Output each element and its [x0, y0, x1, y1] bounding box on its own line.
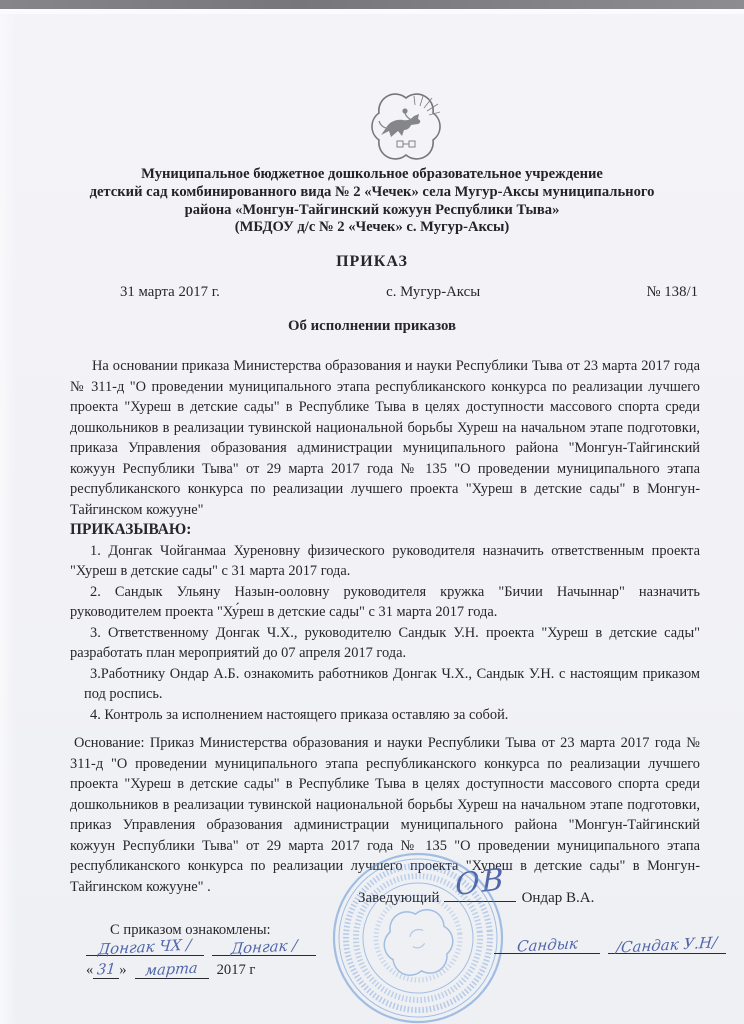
organization-header: [30, 166, 714, 237]
hw-day: 31: [93, 961, 119, 979]
hw-month: марта: [135, 961, 209, 979]
signatory-name: Ондар В.А.: [521, 890, 595, 906]
quote-close: »: [119, 962, 127, 978]
scan-left-highlight: [0, 14, 16, 1024]
org-name-line-2: детский сад комбинированного вида № 2 «Чечек» села Мугур-Аксы муниципального: [89, 183, 655, 200]
acknowledgment-date-line: [86, 961, 255, 979]
order-item-2: 2. Сандык Ульяну Назын-ооловну руководителя кружка "Бичии Начыннар" назначить руководителем проекта "Ху́реш в детские сады" с 31 марта 2017 года.: [70, 583, 700, 620]
acknowledgment-signatures-line: [86, 935, 316, 959]
org-name-line-1: Муниципальное бюджетное дошкольное образовательное учреждение: [141, 166, 603, 182]
decree-word: ПРИКАЗЫВАЮ:: [70, 521, 192, 538]
doc-place: с. Мугур-Аксы: [386, 284, 481, 300]
order-item-3: 3. Ответственному Донгак Ч.Х., руководителю Сандык У.Н. проекта "Хуреш в детские сады" разработать план мероприятий до 07 апреля 2017 года.: [70, 624, 700, 661]
hw-signature-sandyk: Сандык: [494, 936, 600, 954]
acknowledgment-label: С приказом ознакомлены:: [110, 922, 271, 938]
hw-signature-dongak-2: Донгак /: [212, 938, 316, 956]
printed-year: 2017 г: [216, 962, 256, 978]
basis-paragraph: Основание: Приказ Министерства образования и науки Республики Тыва от 23 марта 2017 года № 311-д "О проведении муниципального этапа республиканского конкурса по реализации лучшего проекта "Хуреш в детские сады" в Республике Тыва в целях доступности массового спорта среди дошкольников в реализации тувинской национальной борьбы Хуреш на начальном этапе подготовки, приказ Управления образования администрации муниципального района "Монгун-Тайгинский кожуун Республики Тыва" от 29 марта 2017 года № 135 "О проведении муниципального этапа республиканского конкурса по реализации лучшего проекта "Хуреш в детские сады" в Монгун-Тайгинском кожууне" .: [70, 735, 700, 895]
director-handwritten-signature: ОВ: [454, 861, 506, 904]
doc-number: № 138/1: [646, 284, 698, 300]
order-item-5: 4. Контроль за исполнением настоящего приказа оставляю за собой.: [90, 706, 509, 723]
doc-type-title: ПРИКАЗ: [336, 253, 408, 270]
org-name-line-3: района «Монгун-Тайгинский кожуун Республики Тыва»: [184, 201, 560, 218]
org-name-line-4: (МБДОУ д/с № 2 «Чечек» с. Мугур-Аксы): [234, 219, 510, 236]
quote-open: «: [86, 962, 94, 978]
preamble-paragraph: На основании приказа Министерства образования и науки Республики Тыва от 23 марта 2017 года № 311-д "О проведении муниципального этапа республиканского конкурса по реализации лучшего проекта "Хуреш в детские сады" в Республике Тыва в целях доступности массового спорта среди дошкольников в реализации тувинской национальной борьбы Хуреш на начальном этапе подготовки, приказа Управления образования администрации муниципального района "Монгун-Тайгинский кожуун Республики Тыва" от 29 марта 2017 года № 135 "О проведении муниципального этапа республиканского конкурса по реализации лучшего проекта "Хуреш в детские сады" в Монгун-Тайгинском кожууне": [70, 358, 700, 518]
hw-initials-sandyk: /Сандак У.Н/: [608, 936, 726, 954]
hw-signature-dongak-1: Донгак ЧХ /: [86, 938, 204, 956]
flower-horse-emblem-icon: [348, 86, 464, 162]
doc-body: [70, 356, 700, 897]
scan-edge-highlight: [0, 9, 744, 14]
order-item-1: 1. Донгак Чойганмаа Хуреновну физического руководителя назначить ответственным проекта "Хуреш в детские сады" с 31 марта 2017 года.: [70, 542, 700, 579]
date-place-number-row: [0, 284, 744, 301]
right-signature-line: [494, 933, 726, 957]
signature-role: Заведующий: [358, 890, 440, 906]
order-item-4: 3.Работнику Ондар А.Б. ознакомить работников Донгак Ч.Х., Сандык У.Н. с настоящим приказом под роспись.: [84, 665, 700, 702]
doc-date: 31 марта 2017 г.: [120, 284, 220, 300]
scan-edge-artifact: [0, 0, 744, 9]
doc-subject: Об исполнении приказов: [288, 318, 456, 334]
